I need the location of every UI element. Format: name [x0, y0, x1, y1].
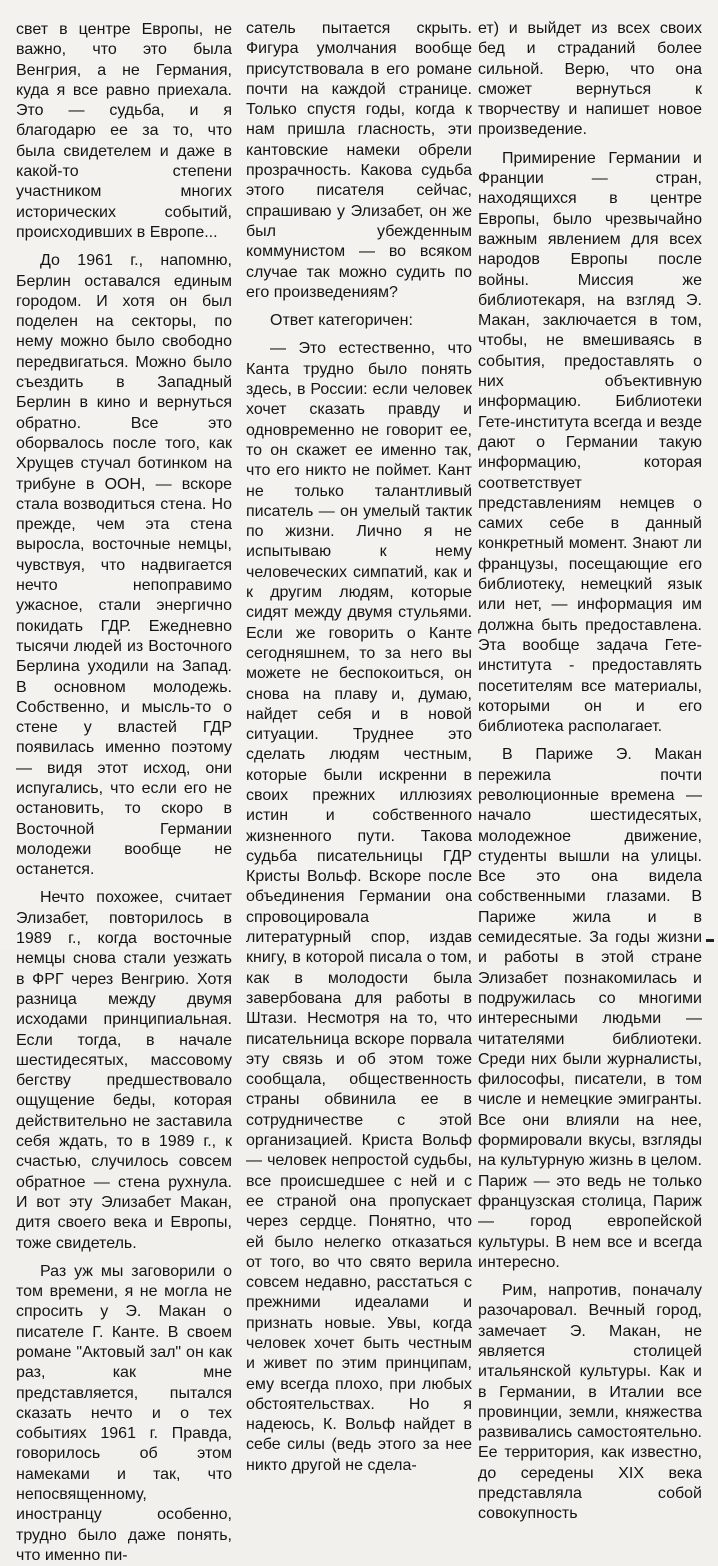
paragraph: В Париже Э. Макан пережила почти революционные времена — начало шестидесятых, молодежное движение, студенты вышли на улицы. Все это она видела собственными глазами. В Париже жила и в семидесятые. За годы жизни и работы в этой стране Элизабет познакомилась и подружилась со многими интересными людьми — читателями библиотеки. Среди них были журналисты, философы, писатели, в том числе и немецкие эмигранты. Все они влияли на нее, формировали вкусы, взгляды на культурную жизнь в целом. Париж — это ведь не только французская столица, Париж — город европейской культуры. В нем все и всегда интересно.: [478, 746, 702, 1271]
page-edge-mark: [706, 939, 714, 942]
paragraph: сатель пытается скрыть. Фигура умолчания вообще присутствовала в его романе почти на каждой странице. Только спустя годы, когда к нам пришла гласность, эти кантовские намеки обрели прозрачность. Какова судьба этого писателя сейчас, спрашиваю у Элизабет, он же был убежденным коммунистом — во всяком случае так можно судить по его произведениям?: [246, 20, 472, 301]
paragraph: Раз уж мы заговорили о том времени, я не могла не спросить у Э. Макан о писателе Г. Канте. В своем романе "Актовый зал" он как раз, как мне представляется, пытался сказать нечто и о тех событиях 1961 г. Правда, говорилось об этом намеками и так, что непосвященному, иностранцу особенно, трудно было даже понять, что именно пи-: [16, 1262, 232, 1564]
paragraph: До 1961 г., напомню, Берлин оставался единым городом. И хотя он был поделен на секторы, по нему можно было свободно передвигаться. Можно было съездить в Западный Берлин в кино и вернуться обратно. Все это оборвалось после того, как Хрущев стучал ботинком на трибуне в ООН, — вскоре стала возводиться стена. Но прежде, чем эта стена выросла, восточные немцы, чувствуя, что надвигается нечто непоправимо ужасное, стали энергично покидать ГДР. Ежедневно тысячи людей из Восточного Берлина уходили на Запад. В основном молодежь. Собственно, и мысль-то о стене у властей ГДР появилась именно поэтому — видя этот исход, они испугались, что если его не остановить, то скоро в Восточной Германии молодежи вообще не останется.: [16, 252, 232, 879]
text-column-left: [16, 20, 232, 1564]
paragraph: Рим, напротив, поначалу разочаровал. Вечный город, замечает Э. Макан, не является столицей итальянской культуры. Как и в Германии, в Италии все провинции, земли, княжества развивались самостоятельно. Ее территория, как известно, до середены XIX века представляла собой совокупность: [478, 1282, 702, 1523]
paragraph: — Это естественно, что Канта трудно было понять здесь, в России: если человек хочет сказать правду и одновременно не говорит ее, то он скажет ее именно так, что его никто не поймет. Кант не только талантливый писатель — он умелый тактик по жизни. Лично я не испытываю к нему человеческих симпатий, как и к другим людям, которые сидят между двумя стульями. Если же говорить о Канте сегодняшнем, то за него вы можете не беспокоиться, он снова на плаву и, думаю, найдет себя и в новой ситуации. Труднее это сделать людям честным, которые были искренни в своих прежних иллюзиях истин и собственного жизненного пути. Такова судьба писательницы ГДР Кристы Вольф. Вскоре после объединения Германии она спровоцировала литературный спор, издав книгу, в которой писала о том, как в молодости была завербована для работы в Штази. Несмотря на то, что писательница вскоре порвала эту связь и об этом тоже сообщала, общественность страны обвинила ее в сотрудничестве с этой организацией. Криста Вольф — человек непростой судьбы, все происшедшее с ней и с ее страной она пропускает через сердце. Понятно, что ей было нелегко отказаться от того, во что свято верила совсем недавно, расстаться с прежними идеалами и признать новые. Увы, когда человек хочет быть честным и живет по этим принципам, ему всегда плохо, при любых обстоятельствах. Но я надеюсь, К. Вольф найдет в себе силы (ведь этого за нее никто другой не сдела-: [246, 340, 472, 1474]
text-column-middle: [246, 19, 472, 1474]
text-column-right: [478, 19, 702, 1523]
paragraph: Примирение Германии и Франции — стран, находящихся в центре Европы, было чрезвычайно важным явлением для всех народов Европы после войны. Миссия же библиотекаря, на взгляд Э. Макан, заключается в том, чтобы, не вмешиваясь в события, предоставлять о них объективную информацию. Библиотеки Гете-института всегда и везде дают о Германии такую информацию, которая соответствует представлениям немцев о самих себе в данный конкретный момент. Знают ли французы, посещающие его библиотеку, немецкий язык или нет, — информация им должна быть предоставлена. Эта вообще задача Гете-института - предоставлять посетителям все материалы, которыми он и его библиотека располагает.: [478, 149, 702, 736]
paragraph: Ответ категоричен:: [270, 312, 413, 330]
paragraph: свет в центре Европы, не важно, что это была Венгрия, а не Германия, куда я все равно приехала. Это — судьба, и я благодарю ее за то, что была свидетелем и даже в какой-то степени участником многих исторических событий, происходивших в Европе...: [16, 21, 232, 241]
paragraph: ет) и выйдет из всех своих бед и страданий более сильной. Верю, что она сможет вернуться к творчеству и напишет новое произведение.: [478, 20, 702, 139]
paragraph: Нечто похожее, считает Элизабет, повторилось в 1989 г., когда восточные немцы снова стали уезжать в ФРГ через Венгрию. Хотя разница между двумя исходами принципиальная. Если тогда, в начале шестидесятых, массовому бегству предшествовало ощущение беды, которая действительно не заставила себя ждать, то в 1989 г., к счастью, случилось совсем обратное — стена рухнула. И вот эту Элизабет Макан, дитя своего века и Европы, тоже свидетель.: [16, 889, 232, 1252]
